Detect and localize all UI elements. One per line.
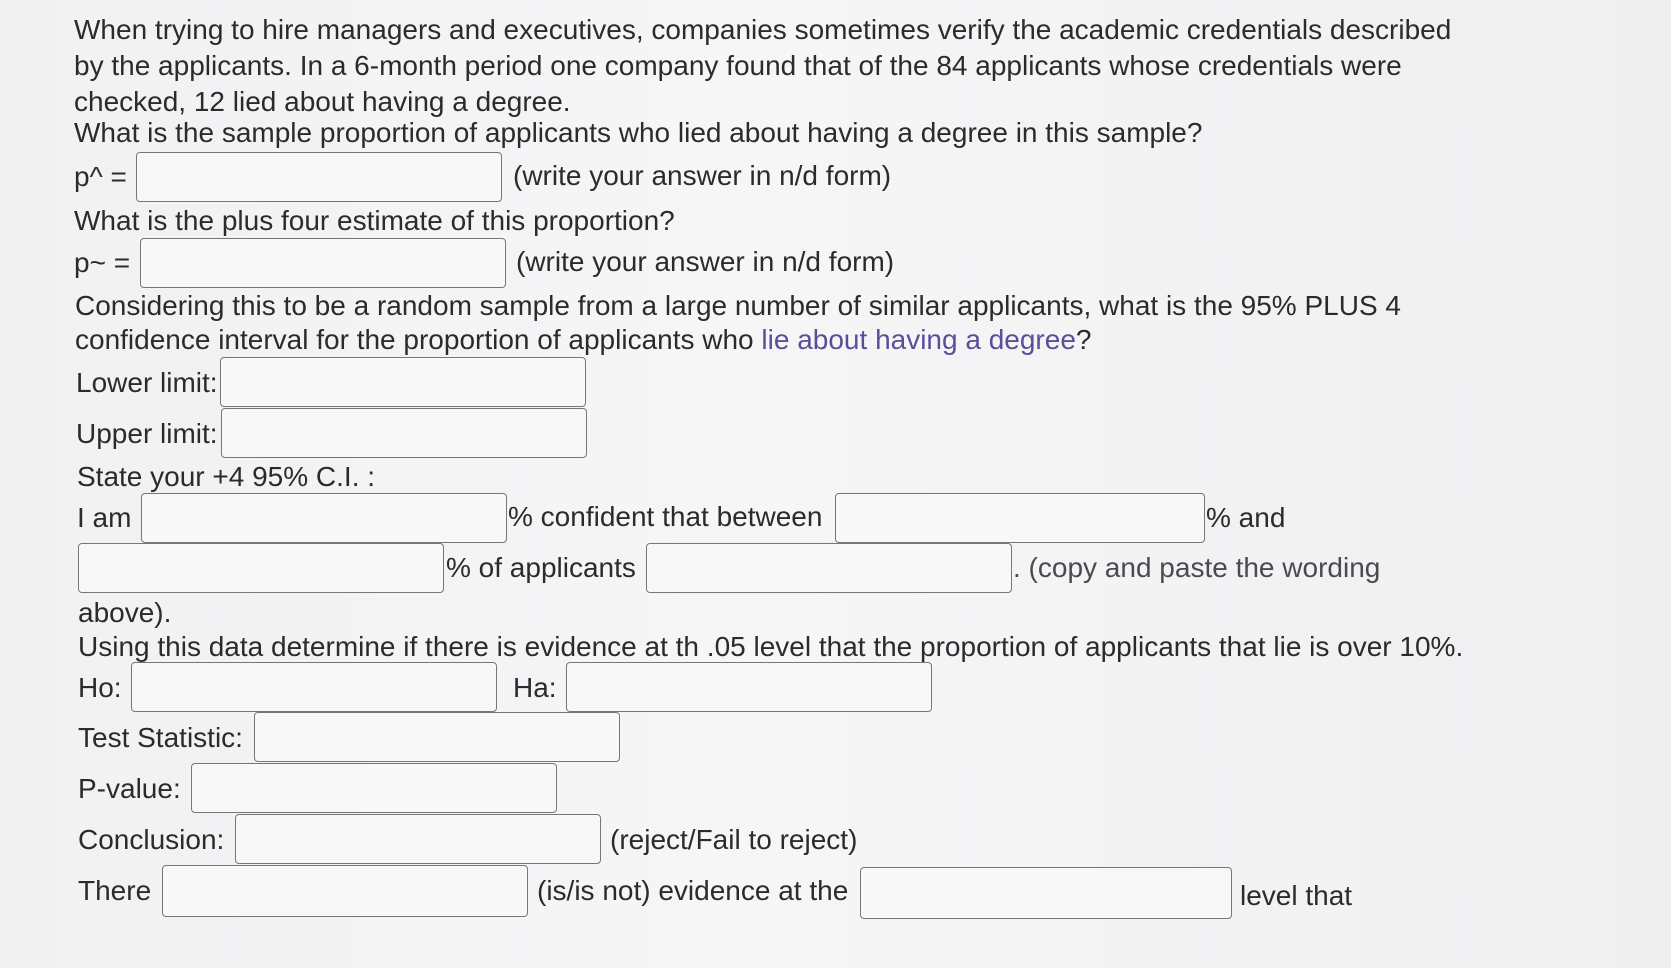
question-ci-line-2: [75, 323, 1091, 357]
ci-lower-percent-input[interactable]: [835, 493, 1205, 543]
ci-copy-hint: . (copy and paste the wording: [1013, 552, 1381, 583]
ho-label: Ho:: [78, 672, 122, 703]
test-statistic-label: Test Statistic:: [78, 722, 243, 753]
intro-line-3: checked, 12 lied about having a degree.: [74, 86, 571, 117]
question-ci-mark: ?: [1075, 324, 1092, 355]
p-value-input[interactable]: [191, 763, 557, 813]
ci-upper-percent-input[interactable]: [78, 543, 444, 593]
p-hat-hint: (write your answer in n/d form): [513, 160, 892, 191]
question-sample-proportion: What is the sample proportion of applicants who lied about having a degree in this sample?: [74, 117, 1203, 148]
ci-of-applicants: % of applicants: [446, 552, 636, 583]
p-value-label: P-value:: [78, 773, 181, 804]
p-tilde-input[interactable]: [140, 238, 506, 288]
p-hat-input[interactable]: [136, 152, 502, 202]
upper-limit-input[interactable]: [221, 408, 587, 458]
p-tilde-label: p~ =: [74, 247, 131, 278]
conclusion-input[interactable]: [235, 814, 601, 864]
test-statistic-input[interactable]: [254, 712, 620, 762]
ci-heading: State your +4 95% C.I. :: [77, 461, 376, 492]
ci-and: % and: [1206, 502, 1286, 533]
there-label: There: [78, 875, 152, 906]
p-tilde-hint: (write your answer in n/d form): [516, 246, 895, 277]
lower-limit-label: Lower limit:: [76, 367, 218, 398]
ci-confidence-input[interactable]: [141, 493, 507, 543]
conclusion-label: Conclusion:: [78, 824, 225, 855]
evidence-is-input[interactable]: [162, 865, 528, 917]
intro-line-2: by the applicants. In a 6-month period one company found that of the 84 applicants whose credentials were: [74, 50, 1402, 81]
ha-label: Ha:: [513, 672, 557, 703]
ha-input[interactable]: [566, 662, 932, 712]
is-is-not-hint: (is/is not) evidence at the: [537, 875, 849, 906]
lower-limit-input[interactable]: [220, 357, 586, 407]
p-hat-label: p^ =: [74, 161, 127, 192]
significance-level-input[interactable]: [860, 867, 1232, 919]
ho-input[interactable]: [131, 662, 497, 712]
intro-line-1: When trying to hire managers and executives, companies sometimes verify the academic credentials described: [74, 14, 1452, 45]
problem-intro: [74, 12, 1574, 120]
ci-above: above).: [78, 597, 172, 628]
question-hypothesis-test: Using this data determine if there is evidence at th .05 level that the proportion of applicants that lie is over 10%.: [78, 631, 1464, 662]
ci-i-am: I am: [77, 502, 132, 533]
ci-wording-input[interactable]: [646, 543, 1012, 593]
level-that-label: level that: [1240, 880, 1353, 911]
ci-confident-between: % confident that between: [508, 501, 823, 532]
question-ci-highlight: lie about having a degree: [761, 324, 1076, 355]
question-plus-four: What is the plus four estimate of this proportion?: [74, 205, 675, 236]
upper-limit-label: Upper limit:: [76, 418, 218, 449]
question-ci-text: confidence interval for the proportion of applicants who: [75, 324, 762, 355]
question-ci-line-1: Considering this to be a random sample from a large number of similar applicants, what is the 95% PLUS 4: [75, 290, 1401, 321]
conclusion-hint: (reject/Fail to reject): [610, 824, 858, 855]
